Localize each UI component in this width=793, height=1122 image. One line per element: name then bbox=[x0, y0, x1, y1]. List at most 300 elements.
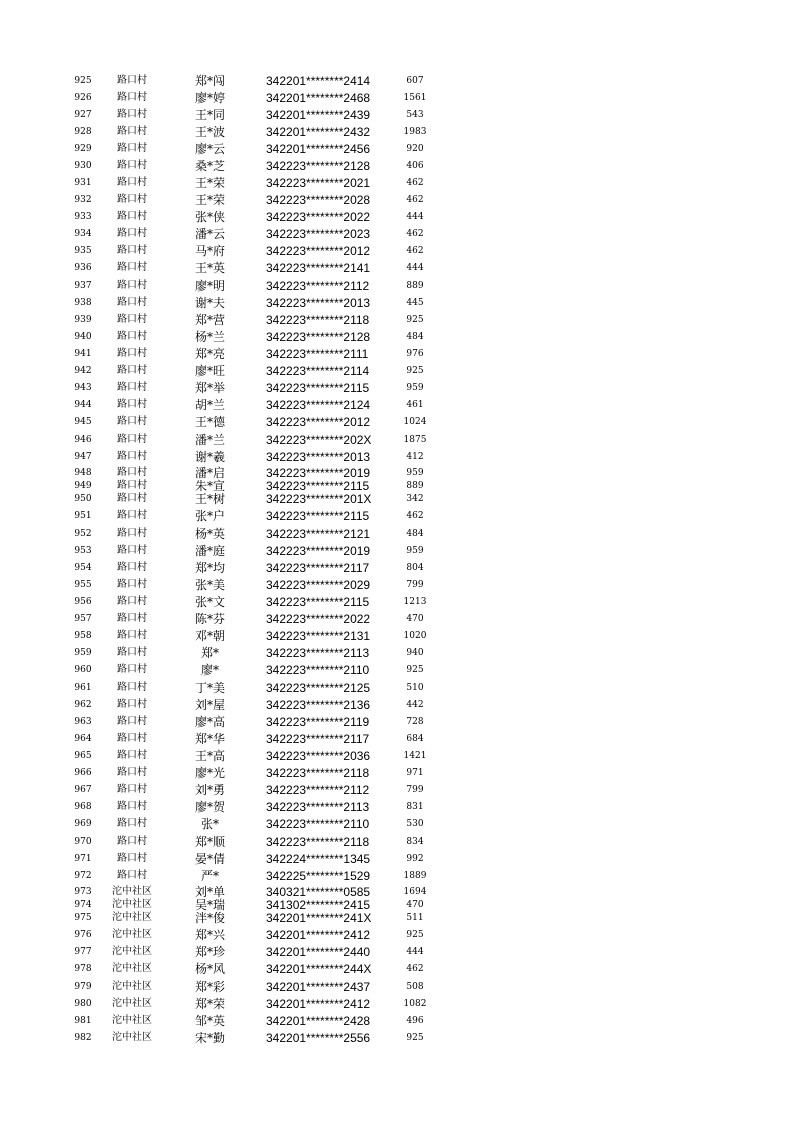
row-number: 976 bbox=[74, 930, 92, 940]
village-name: 沱中社区 bbox=[112, 929, 152, 940]
table-row bbox=[0, 885, 793, 899]
amount: 442 bbox=[406, 700, 424, 710]
amount: 462 bbox=[406, 964, 424, 974]
person-name: 丁*美 bbox=[194, 681, 225, 695]
row-number: 979 bbox=[74, 982, 92, 992]
table-row bbox=[0, 980, 793, 994]
amount: 462 bbox=[406, 195, 424, 205]
id-number: 342223********2141 bbox=[266, 261, 371, 275]
table-row bbox=[0, 296, 793, 310]
row-number: 935 bbox=[74, 246, 92, 256]
id-number: 342223********2028 bbox=[266, 193, 371, 207]
row-number: 939 bbox=[74, 315, 92, 325]
row-number: 978 bbox=[74, 964, 92, 974]
table-row bbox=[0, 911, 793, 925]
row-number: 928 bbox=[74, 127, 92, 137]
table-row bbox=[0, 193, 793, 207]
amount: 444 bbox=[406, 947, 424, 957]
id-number: 340321********0585 bbox=[266, 885, 371, 899]
amount: 889 bbox=[406, 481, 424, 491]
person-name: 谢*羲 bbox=[194, 450, 225, 464]
amount: 444 bbox=[406, 263, 424, 273]
table-row bbox=[0, 732, 793, 746]
id-number: 342223********201X bbox=[266, 492, 372, 506]
amount: 976 bbox=[406, 349, 424, 359]
table-row bbox=[0, 210, 793, 224]
id-number: 342201********2456 bbox=[266, 142, 371, 156]
person-name: 廖*云 bbox=[194, 142, 225, 156]
village-name: 路口村 bbox=[117, 331, 147, 342]
person-name: 张*美 bbox=[194, 578, 225, 592]
id-number: 342201********2440 bbox=[266, 945, 371, 959]
row-number: 954 bbox=[74, 563, 92, 573]
amount: 511 bbox=[406, 913, 424, 923]
row-number: 940 bbox=[74, 332, 92, 342]
row-number: 965 bbox=[74, 751, 92, 761]
id-number: 342223********2036 bbox=[266, 749, 371, 763]
id-number: 342223********2113 bbox=[266, 800, 370, 814]
row-number: 943 bbox=[74, 383, 92, 393]
table-row bbox=[0, 898, 793, 912]
person-name: 王*波 bbox=[194, 125, 225, 139]
amount: 959 bbox=[406, 546, 424, 556]
village-name: 路口村 bbox=[117, 750, 147, 761]
amount: 470 bbox=[406, 614, 424, 624]
table-row bbox=[0, 381, 793, 395]
row-number: 947 bbox=[74, 452, 92, 462]
amount: 445 bbox=[406, 298, 424, 308]
village-name: 路口村 bbox=[117, 870, 147, 881]
id-number: 342223********2112 bbox=[266, 783, 370, 797]
row-number: 955 bbox=[74, 580, 92, 590]
table-row bbox=[0, 852, 793, 866]
row-number: 981 bbox=[74, 1016, 92, 1026]
table-row bbox=[0, 997, 793, 1011]
person-name: 王*荣 bbox=[194, 193, 225, 207]
id-number: 342201********2556 bbox=[266, 1031, 371, 1045]
village-name: 路口村 bbox=[117, 399, 147, 410]
amount: 496 bbox=[406, 1016, 424, 1026]
table-row bbox=[0, 450, 793, 464]
id-number: 342223********2111 bbox=[266, 347, 369, 361]
amount: 462 bbox=[406, 229, 424, 239]
village-name: 路口村 bbox=[117, 716, 147, 727]
village-name: 沱中社区 bbox=[112, 998, 152, 1009]
table-row bbox=[0, 749, 793, 763]
row-number: 980 bbox=[74, 999, 92, 1009]
person-name: 泮*俊 bbox=[194, 911, 225, 925]
row-number: 974 bbox=[74, 900, 92, 910]
table-row bbox=[0, 835, 793, 849]
amount: 925 bbox=[406, 315, 424, 325]
person-name: 吴*瑞 bbox=[194, 898, 225, 912]
row-number: 964 bbox=[74, 734, 92, 744]
row-number: 929 bbox=[74, 144, 92, 154]
person-name: 郑*闯 bbox=[194, 74, 225, 88]
table-row bbox=[0, 783, 793, 797]
person-name: 郑*荣 bbox=[194, 997, 225, 1011]
amount: 607 bbox=[406, 76, 424, 86]
village-name: 路口村 bbox=[117, 699, 147, 710]
id-number: 342223********2117 bbox=[266, 561, 370, 575]
table-row bbox=[0, 1014, 793, 1028]
village-name: 路口村 bbox=[117, 480, 147, 491]
table-row bbox=[0, 527, 793, 541]
id-number: 342223********2114 bbox=[266, 364, 370, 378]
village-name: 路口村 bbox=[117, 451, 147, 462]
village-name: 路口村 bbox=[117, 194, 147, 205]
person-name: 张*户 bbox=[194, 509, 225, 523]
amount: 1875 bbox=[403, 435, 427, 445]
amount: 508 bbox=[406, 982, 424, 992]
person-name: 郑*彩 bbox=[194, 980, 225, 994]
table-row bbox=[0, 817, 793, 831]
row-number: 958 bbox=[74, 631, 92, 641]
table-row bbox=[0, 108, 793, 122]
table-row bbox=[0, 800, 793, 814]
person-name: 郑*均 bbox=[194, 561, 225, 575]
amount: 470 bbox=[406, 900, 424, 910]
amount: 406 bbox=[406, 161, 424, 171]
row-number: 982 bbox=[74, 1033, 92, 1043]
id-number: 342223********2022 bbox=[266, 210, 371, 224]
table-row bbox=[0, 159, 793, 173]
id-number: 342223********2013 bbox=[266, 450, 371, 464]
person-name: 张* bbox=[200, 817, 219, 831]
row-number: 961 bbox=[74, 683, 92, 693]
amount: 940 bbox=[406, 648, 424, 658]
person-name: 邹*英 bbox=[194, 1014, 225, 1028]
person-name: 朱*宣 bbox=[194, 479, 225, 493]
amount: 728 bbox=[406, 717, 424, 727]
row-number: 950 bbox=[74, 494, 92, 504]
amount: 444 bbox=[406, 212, 424, 222]
row-number: 938 bbox=[74, 298, 92, 308]
id-number: 342201********2468 bbox=[266, 91, 371, 105]
id-number: 342223********2012 bbox=[266, 415, 371, 429]
person-name: 廖*光 bbox=[194, 766, 225, 780]
id-number: 342223********2022 bbox=[266, 612, 371, 626]
person-name: 宋*勤 bbox=[194, 1031, 225, 1045]
village-name: 路口村 bbox=[117, 262, 147, 273]
person-name: 郑* bbox=[200, 646, 219, 660]
row-number: 962 bbox=[74, 700, 92, 710]
row-number: 960 bbox=[74, 665, 92, 675]
row-number: 944 bbox=[74, 400, 92, 410]
amount: 510 bbox=[406, 683, 424, 693]
id-number: 342223********2115 bbox=[266, 509, 370, 523]
row-number: 963 bbox=[74, 717, 92, 727]
id-number: 342223********2115 bbox=[266, 479, 370, 493]
amount: 799 bbox=[406, 580, 424, 590]
amount: 1020 bbox=[403, 631, 427, 641]
amount: 1421 bbox=[403, 751, 427, 761]
table-row bbox=[0, 698, 793, 712]
id-number: 342201********241X bbox=[266, 911, 372, 925]
row-number: 968 bbox=[74, 802, 92, 812]
village-name: 路口村 bbox=[117, 733, 147, 744]
person-name: 王*德 bbox=[194, 415, 225, 429]
person-name: 廖*贺 bbox=[194, 800, 225, 814]
amount: 804 bbox=[406, 563, 424, 573]
row-number: 945 bbox=[74, 417, 92, 427]
row-number: 969 bbox=[74, 819, 92, 829]
row-number: 973 bbox=[74, 887, 92, 897]
id-number: 341302********2415 bbox=[266, 898, 371, 912]
table-row bbox=[0, 330, 793, 344]
village-name: 路口村 bbox=[117, 630, 147, 641]
row-number: 941 bbox=[74, 349, 92, 359]
person-name: 廖*高 bbox=[194, 715, 225, 729]
table-row bbox=[0, 142, 793, 156]
village-name: 路口村 bbox=[117, 382, 147, 393]
row-number: 949 bbox=[74, 481, 92, 491]
person-name: 刘*单 bbox=[194, 885, 225, 899]
village-name: 路口村 bbox=[117, 177, 147, 188]
person-name: 王*树 bbox=[194, 492, 225, 506]
person-name: 潘*兰 bbox=[194, 433, 225, 447]
amount: 959 bbox=[406, 383, 424, 393]
id-number: 342223********2012 bbox=[266, 244, 371, 258]
row-number: 925 bbox=[74, 76, 92, 86]
village-name: 路口村 bbox=[117, 109, 147, 120]
village-name: 路口村 bbox=[117, 297, 147, 308]
table-row bbox=[0, 561, 793, 575]
amount: 1561 bbox=[403, 93, 427, 103]
person-name: 郑*营 bbox=[194, 313, 225, 327]
person-name: 邓*朝 bbox=[194, 629, 225, 643]
table-row bbox=[0, 578, 793, 592]
village-name: 路口村 bbox=[117, 211, 147, 222]
id-number: 342223********2110 bbox=[266, 817, 370, 831]
table-row bbox=[0, 869, 793, 883]
amount: 971 bbox=[406, 768, 424, 778]
row-number: 937 bbox=[74, 281, 92, 291]
id-number: 342223********2136 bbox=[266, 698, 371, 712]
village-name: 路口村 bbox=[117, 434, 147, 445]
person-name: 廖* bbox=[200, 663, 219, 677]
village-name: 路口村 bbox=[117, 562, 147, 573]
person-name: 廖*明 bbox=[194, 279, 225, 293]
amount: 920 bbox=[406, 144, 424, 154]
id-number: 342201********2412 bbox=[266, 997, 371, 1011]
id-number: 342223********2117 bbox=[266, 732, 370, 746]
village-name: 沱中社区 bbox=[112, 886, 152, 897]
row-number: 942 bbox=[74, 366, 92, 376]
village-name: 路口村 bbox=[117, 836, 147, 847]
village-name: 路口村 bbox=[117, 160, 147, 171]
amount: 925 bbox=[406, 366, 424, 376]
village-name: 路口村 bbox=[117, 596, 147, 607]
village-name: 路口村 bbox=[117, 143, 147, 154]
amount: 1694 bbox=[403, 887, 427, 897]
table-row bbox=[0, 928, 793, 942]
id-number: 342223********2128 bbox=[266, 159, 371, 173]
village-name: 路口村 bbox=[117, 467, 147, 478]
table-row bbox=[0, 176, 793, 190]
table-row bbox=[0, 509, 793, 523]
person-name: 潘*云 bbox=[194, 227, 225, 241]
row-number: 948 bbox=[74, 468, 92, 478]
person-name: 郑*顺 bbox=[194, 835, 225, 849]
row-number: 927 bbox=[74, 110, 92, 120]
amount: 462 bbox=[406, 246, 424, 256]
person-name: 郑*华 bbox=[194, 732, 225, 746]
amount: 1213 bbox=[403, 597, 427, 607]
row-number: 934 bbox=[74, 229, 92, 239]
amount: 925 bbox=[406, 930, 424, 940]
village-name: 路口村 bbox=[117, 348, 147, 359]
village-name: 沱中社区 bbox=[112, 1015, 152, 1026]
village-name: 路口村 bbox=[117, 510, 147, 521]
row-number: 957 bbox=[74, 614, 92, 624]
person-name: 杨*英 bbox=[194, 527, 225, 541]
id-number: 342223********2115 bbox=[266, 595, 370, 609]
row-number: 970 bbox=[74, 837, 92, 847]
id-number: 342223********2023 bbox=[266, 227, 371, 241]
row-number: 951 bbox=[74, 511, 92, 521]
amount: 462 bbox=[406, 178, 424, 188]
village-name: 路口村 bbox=[117, 528, 147, 539]
row-number: 953 bbox=[74, 546, 92, 556]
id-number: 342223********2118 bbox=[266, 313, 370, 327]
row-number: 936 bbox=[74, 263, 92, 273]
id-number: 342223********2029 bbox=[266, 578, 371, 592]
village-name: 路口村 bbox=[117, 853, 147, 864]
table-row bbox=[0, 715, 793, 729]
row-number: 959 bbox=[74, 648, 92, 658]
village-name: 路口村 bbox=[117, 314, 147, 325]
village-name: 沱中社区 bbox=[112, 946, 152, 957]
row-number: 926 bbox=[74, 93, 92, 103]
village-name: 路口村 bbox=[117, 545, 147, 556]
row-number: 956 bbox=[74, 597, 92, 607]
village-name: 路口村 bbox=[117, 245, 147, 256]
village-name: 沱中社区 bbox=[112, 912, 152, 923]
table-row bbox=[0, 261, 793, 275]
id-number: 342201********2437 bbox=[266, 980, 371, 994]
person-name: 刘*勇 bbox=[194, 783, 225, 797]
village-name: 路口村 bbox=[117, 664, 147, 675]
person-name: 郑*举 bbox=[194, 381, 225, 395]
person-name: 廖*婷 bbox=[194, 91, 225, 105]
village-name: 路口村 bbox=[117, 818, 147, 829]
row-number: 931 bbox=[74, 178, 92, 188]
person-name: 郑*亮 bbox=[194, 347, 225, 361]
amount: 831 bbox=[406, 802, 424, 812]
amount: 684 bbox=[406, 734, 424, 744]
table-row bbox=[0, 466, 793, 480]
person-name: 郑*兴 bbox=[194, 928, 225, 942]
amount: 925 bbox=[406, 665, 424, 675]
row-number: 975 bbox=[74, 913, 92, 923]
amount: 992 bbox=[406, 854, 424, 864]
id-number: 342201********2439 bbox=[266, 108, 371, 122]
table-row bbox=[0, 74, 793, 88]
row-number: 971 bbox=[74, 854, 92, 864]
person-name: 杨*兰 bbox=[194, 330, 225, 344]
id-number: 342223********2118 bbox=[266, 835, 370, 849]
person-name: 潘*启 bbox=[194, 466, 225, 480]
village-name: 路口村 bbox=[117, 767, 147, 778]
id-number: 342223********2118 bbox=[266, 766, 370, 780]
village-name: 路口村 bbox=[117, 416, 147, 427]
village-name: 路口村 bbox=[117, 280, 147, 291]
id-number: 342223********2019 bbox=[266, 544, 371, 558]
person-name: 晏*倩 bbox=[194, 852, 225, 866]
village-name: 沱中社区 bbox=[112, 963, 152, 974]
person-name: 桑*芝 bbox=[194, 159, 225, 173]
table-row bbox=[0, 364, 793, 378]
id-number: 342223********2115 bbox=[266, 381, 370, 395]
table-row bbox=[0, 398, 793, 412]
person-name: 郑*珍 bbox=[194, 945, 225, 959]
person-name: 王*荣 bbox=[194, 176, 225, 190]
amount: 484 bbox=[406, 332, 424, 342]
table-row bbox=[0, 433, 793, 447]
person-name: 刘*屋 bbox=[194, 698, 225, 712]
amount: 462 bbox=[406, 511, 424, 521]
amount: 412 bbox=[406, 452, 424, 462]
person-name: 廖*旺 bbox=[194, 364, 225, 378]
village-name: 路口村 bbox=[117, 228, 147, 239]
id-number: 342224********1345 bbox=[266, 852, 371, 866]
table-row bbox=[0, 646, 793, 660]
table-row bbox=[0, 492, 793, 506]
id-number: 342223********2112 bbox=[266, 279, 370, 293]
person-name: 杨*风 bbox=[194, 962, 225, 976]
id-number: 342201********2432 bbox=[266, 125, 371, 139]
amount: 543 bbox=[406, 110, 424, 120]
id-number: 342223********2119 bbox=[266, 715, 370, 729]
table-row bbox=[0, 595, 793, 609]
amount: 799 bbox=[406, 785, 424, 795]
id-number: 342223********2124 bbox=[266, 398, 371, 412]
table-row bbox=[0, 279, 793, 293]
row-number: 930 bbox=[74, 161, 92, 171]
person-name: 谢*夫 bbox=[194, 296, 225, 310]
person-name: 张*侠 bbox=[194, 210, 225, 224]
row-number: 933 bbox=[74, 212, 92, 222]
table-row bbox=[0, 612, 793, 626]
row-number: 977 bbox=[74, 947, 92, 957]
table-row bbox=[0, 125, 793, 139]
amount: 1983 bbox=[403, 127, 427, 137]
village-name: 沱中社区 bbox=[112, 981, 152, 992]
row-number: 946 bbox=[74, 435, 92, 445]
table-row bbox=[0, 945, 793, 959]
id-number: 342223********2013 bbox=[266, 296, 371, 310]
person-name: 王*同 bbox=[194, 108, 225, 122]
amount: 834 bbox=[406, 837, 424, 847]
village-name: 路口村 bbox=[117, 613, 147, 624]
amount: 342 bbox=[406, 494, 424, 504]
amount: 484 bbox=[406, 529, 424, 539]
village-name: 沱中社区 bbox=[112, 899, 152, 910]
table-row bbox=[0, 91, 793, 105]
id-number: 342201********2412 bbox=[266, 928, 371, 942]
person-name: 王*高 bbox=[194, 749, 225, 763]
table-row bbox=[0, 766, 793, 780]
id-number: 342201********2428 bbox=[266, 1014, 371, 1028]
table-row bbox=[0, 347, 793, 361]
table-row bbox=[0, 1031, 793, 1045]
id-number: 342223********2128 bbox=[266, 330, 371, 344]
village-name: 路口村 bbox=[117, 579, 147, 590]
id-number: 342223********202X bbox=[266, 433, 372, 447]
person-name: 马*府 bbox=[194, 244, 225, 258]
person-name: 潘*庭 bbox=[194, 544, 225, 558]
